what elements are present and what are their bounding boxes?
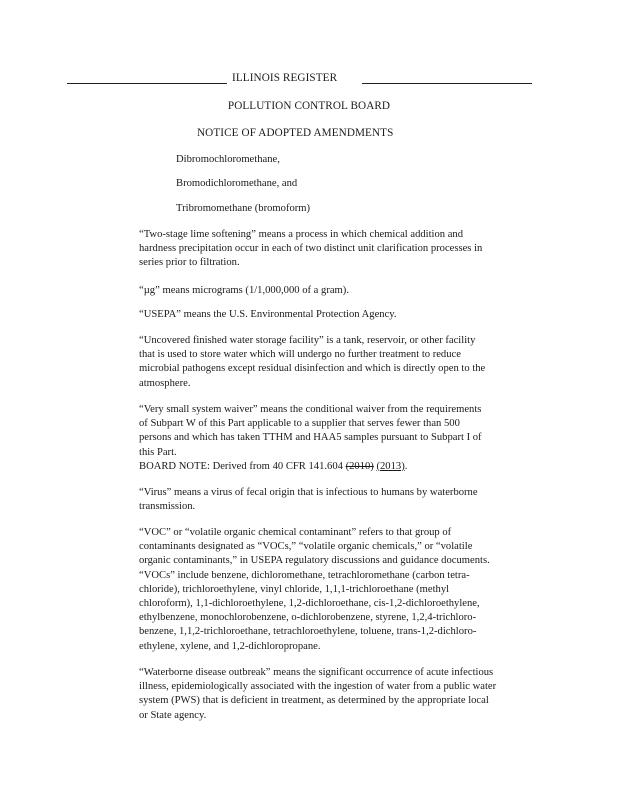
text-line: ethylene, xylene, and 1,2-dichloropropane. — [139, 640, 321, 652]
text-line: chloroform), 1,1-dichloroethylene, 1,2-dichloroethane, cis-1,2-dichloroethylene, — [139, 598, 480, 610]
text-line: “VOCs” include benzene, dichloromethane, tetrachloromethane (carbon tetra- — [139, 569, 470, 581]
text-line: “Virus” means a virus of fecal origin that is infectious to humans by waterborne — [139, 487, 478, 498]
text-line: benzene, 1,1,2-trichloroethane, tetrachloroethylene, toluene, trans-1,2-dichloro- — [139, 626, 477, 638]
notice-title: NOTICE OF ADOPTED AMENDMENTS — [197, 127, 394, 139]
header-rule-left — [67, 83, 227, 84]
board-note-end: . — [404, 460, 408, 472]
text-line: “USEPA” means the U.S. Environmental Protection Agency. — [139, 309, 397, 320]
text-line: of Subpart W of this Part applicable to a supplier that serves fewer than 500 — [139, 418, 460, 430]
added-year: (2013) — [376, 460, 405, 472]
definition-two-stage-lime-softening — [139, 228, 534, 271]
text-line: “µg” means micrograms (1/1,000,000 of a gram). — [139, 285, 349, 296]
board-note — [139, 460, 534, 474]
text-line: atmosphere. — [139, 377, 191, 389]
text-line: system (PWS) that is deficient in treatment, as determined by the appropriate local — [139, 695, 489, 707]
text-line: “Uncovered finished water storage facility” is a tank, reservoir, or other facility — [139, 335, 476, 346]
board-title: POLLUTION CONTROL BOARD — [227, 100, 391, 112]
list-item: Bromodichloromethane, and — [176, 178, 298, 189]
text-line: contaminants designated as “VOCs,” “volatile organic chemicals,” or “volatile — [139, 541, 473, 553]
definition-voc — [139, 526, 534, 654]
text-line: hardness precipitation occur in each of two distinct unit clarification processes in — [139, 243, 483, 255]
text-line: “VOC” or “volatile organic chemical contaminant” refers to that group of — [139, 527, 452, 538]
register-title: ILLINOIS REGISTER — [232, 72, 338, 84]
struck-year: (2010) — [345, 460, 374, 472]
text-line: microbial pathogens except residual disinfection and which is directly open to the — [139, 363, 486, 375]
text-line: “Two-stage lime softening” means a process in which chemical addition and — [139, 229, 464, 240]
text-line: or State agency. — [139, 709, 207, 721]
text-line: persons and which has taken TTHM and HAA5 samples pursuant to Subpart I of — [139, 432, 482, 444]
text-line: organic contaminants,” in USEPA regulatory discussions and guidance documents. — [139, 555, 490, 567]
text-line: “Waterborne disease outbreak” means the significant occurrence of acute infectious — [139, 667, 494, 678]
definition-microgram — [139, 284, 534, 298]
text-line: “Very small system waiver” means the conditional waiver from the requirements — [139, 404, 482, 415]
text-line: illness, epidemiologically associated with the ingestion of water from a public water — [139, 681, 497, 693]
header-rule-right — [362, 83, 532, 84]
text-line: chloride), trichloroethylene, vinyl chloride, 1,1,1-trichloroethane (methyl — [139, 583, 450, 595]
definition-very-small-system-waiver — [139, 403, 534, 474]
definition-uncovered-storage — [139, 334, 534, 391]
definition-usepa — [139, 308, 534, 322]
text-line: ethylbenzene, monochlorobenzene, o-dichlorobenzene, styrene, 1,2,4-trichloro- — [139, 612, 477, 624]
text-line: this Part. — [139, 446, 177, 458]
definition-waterborne-disease-outbreak — [139, 666, 534, 723]
definition-virus — [139, 486, 534, 514]
text-line: that is used to store water which will undergo no further treatment to reduce — [139, 349, 461, 361]
text-line: transmission. — [139, 501, 196, 513]
list-item: Dibromochloromethane, — [176, 154, 280, 165]
list-item: Tribromomethane (bromoform) — [176, 203, 311, 214]
board-note-text: BOARD NOTE: Derived from 40 CFR 141.604 — [139, 460, 346, 472]
text-line: series prior to filtration. — [139, 257, 240, 269]
